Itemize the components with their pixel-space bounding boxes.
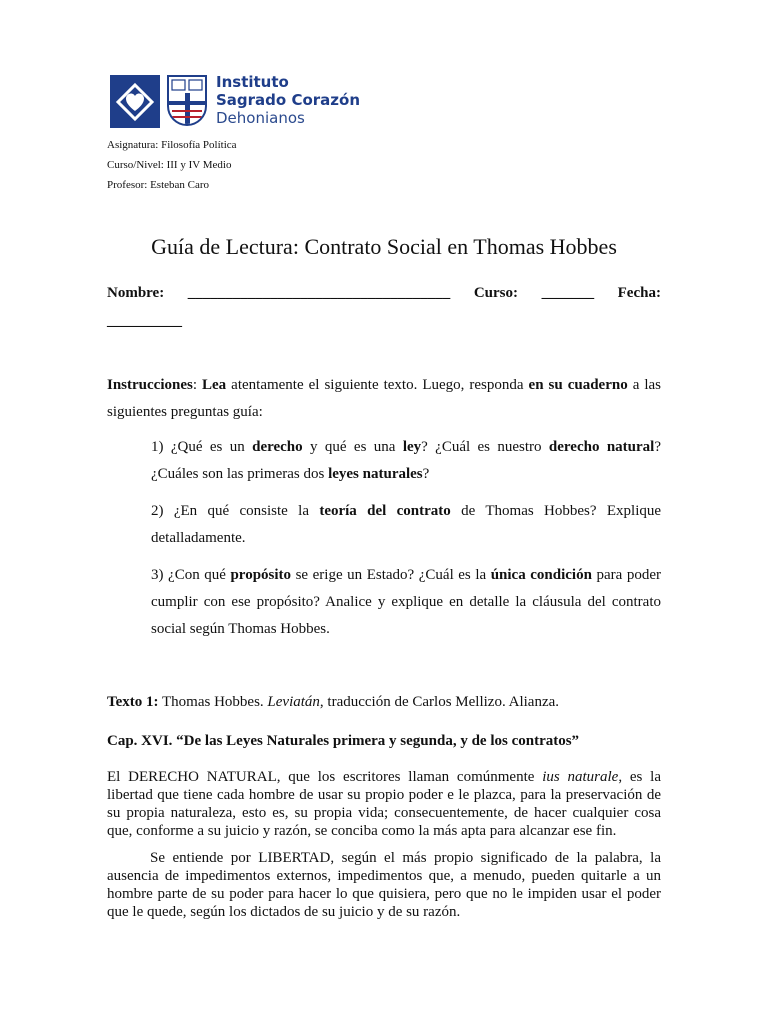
q2-text-a: 2) ¿En qué consiste la [151, 503, 320, 519]
q2-bold-teoria-contrato: teoría del contrato [319, 503, 451, 519]
q1-bold-ley: ley [402, 439, 422, 455]
q3-bold-proposito: propósito [230, 567, 292, 583]
school-name-line2: Sagrado Corazón [216, 91, 360, 109]
instructions-cuaderno: en su cuaderno [528, 377, 628, 393]
q1-bold-derecho: derecho [252, 439, 303, 455]
q1-text-e: ? ¿Cuál es nuestro [421, 439, 549, 455]
course-meta [107, 135, 237, 195]
texto1-text-a: Thomas Hobbes. [158, 694, 268, 710]
q3-text-e: para poder cumplir con ese propósito? Analice y explique en detalle la cláusula del contrato social según Thomas Hobbes. [151, 567, 662, 637]
q1-text-a: 1) ¿Qué es un [151, 439, 253, 455]
q1-text-i: ? [422, 466, 430, 482]
heart-hands-icon [110, 75, 160, 128]
q1-text-g: ? ¿Cuáles son las primeras dos [151, 439, 661, 482]
meta-curso-nivel: Curso/Nivel: III y IV Medio [107, 159, 232, 171]
nombre-label: Nombre: [107, 285, 165, 301]
paragraph-2: Se entiende por LIBERTAD, según el más propio significado de la palabra, la ausencia de impedimentos externos, impedimentos que, a menudo, pueden quitarle a un hombre parte de su poder para hacer lo que quisiera, pero que no le impiden usar el poder que le quede, según los dictados de su juicio y de su razón. [107, 850, 661, 920]
paragraph-1 [107, 768, 661, 840]
q3-text-a: 3) ¿Con qué [151, 567, 231, 583]
question-list [151, 434, 661, 653]
p1-text-b: , es la libertad que tiene cada hombre de usar su propio poder e le plazca, para la preservación de su propia naturaleza, esto es, su propia vida; consecuentemente, de hacer cualquier cosa que, conforme a su juicio y razón, se conciba como la más apta para alcanzar ese fin. [107, 769, 662, 839]
school-logo [110, 72, 360, 134]
question-3 [151, 562, 661, 643]
curso-blank: _______ [541, 285, 595, 301]
q3-text-c: se erige un Estado? ¿Cuál es la [291, 567, 491, 583]
school-name-line3: Dehonianos [216, 109, 305, 127]
meta-profesor: Profesor: Esteban Caro [107, 179, 210, 191]
texto1-book-title: Leviatán [267, 694, 320, 710]
school-name [216, 73, 360, 127]
instructions-text-2: a las siguientes preguntas guía: [107, 377, 662, 420]
text-source [107, 691, 667, 713]
chapter-heading: Cap. XVI. “De las Leyes Naturales primera y segunda, y de los contratos” [107, 733, 580, 749]
p1-text-a: El DERECHO NATURAL, que los escritores llaman comúnmente [107, 769, 543, 785]
nombre-blank: ___________________________________ [187, 285, 451, 301]
instructions [107, 372, 661, 426]
question-2 [151, 498, 661, 552]
p1-italic-ius-naturale: ius naturale [542, 769, 619, 785]
q1-bold-leyes-naturales: leyes naturales [328, 466, 423, 482]
instructions-lea: Lea [202, 377, 227, 393]
meta-asignatura: Asignatura: Filosofía Política [107, 139, 237, 151]
curso-label: Curso: [473, 285, 519, 301]
instructions-text-1: atentamente el siguiente texto. Luego, responda [226, 377, 529, 393]
fecha-label: Fecha: [617, 285, 661, 301]
instructions-label: Instrucciones [107, 377, 193, 393]
instructions-colon: : [192, 377, 203, 393]
question-1 [151, 434, 661, 488]
q2-text-c: de Thomas Hobbes? Explique detalladamente. [151, 503, 662, 546]
q1-text-c: y qué es una [302, 439, 403, 455]
school-name-line1: Instituto [216, 73, 289, 91]
shield-crest-icon [167, 75, 207, 126]
document-title: Guía de Lectura: Contrato Social en Thomas Hobbes [151, 234, 617, 259]
texto1-label: Texto 1: [107, 694, 159, 710]
q3-bold-unica-condicion: única condición [490, 567, 592, 583]
reading-text [107, 768, 661, 930]
q1-bold-derecho-natural: derecho natural [548, 439, 655, 455]
student-fields [107, 284, 661, 330]
fecha-blank: __________ [107, 313, 182, 329]
texto1-text-b: , traducción de Carlos Mellizo. Alianza. [319, 694, 560, 710]
